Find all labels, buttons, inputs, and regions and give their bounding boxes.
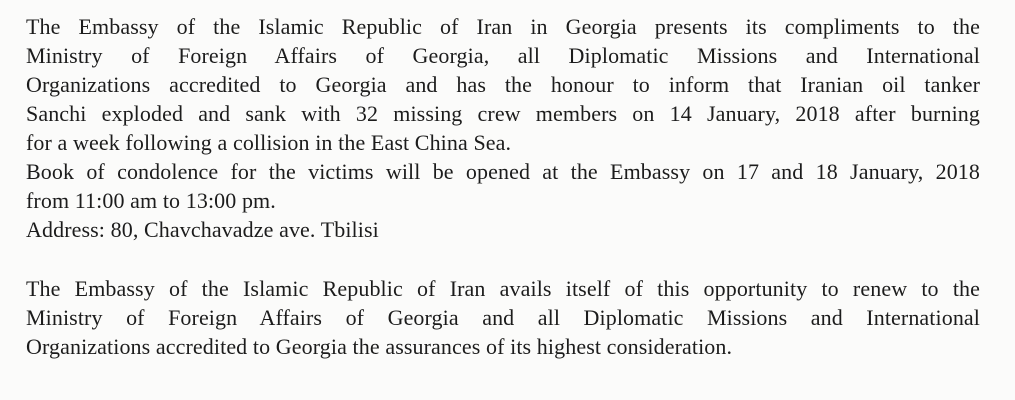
text-line: Ministry of Foreign Affairs of Georgia and all Diplomatic Missions and International — [26, 305, 980, 330]
paragraph-closing — [26, 274, 980, 361]
paragraph-address — [26, 215, 980, 244]
paragraph-condolence-book — [26, 157, 980, 215]
text-line: for a week following a collision in the East China Sea. — [26, 130, 512, 155]
text-line: Book of condolence for the victims will be opened at the Embassy on 17 and 18 January, 2018 — [26, 159, 980, 184]
text-line: Sanchi exploded and sank with 32 missing crew members on 14 January, 2018 after burning — [26, 101, 980, 126]
text-line: from 11:00 am to 13:00 pm. — [26, 188, 276, 213]
paragraph-announcement — [26, 12, 980, 157]
text-line: The Embassy of the Islamic Republic of Iran avails itself of this opportunity to renew to the — [26, 276, 980, 301]
text-line: The Embassy of the Islamic Republic of Iran in Georgia presents its compliments to the — [26, 14, 980, 39]
text-line: Ministry of Foreign Affairs of Georgia, all Diplomatic Missions and International — [26, 43, 980, 68]
text-line: Address: 80, Chavchavadze ave. Tbilisi — [26, 217, 379, 242]
text-line: Organizations accredited to Georgia and has the honour to inform that Iranian oil tanker — [26, 72, 980, 97]
paragraph-gap — [26, 244, 980, 274]
text-line: Organizations accredited to Georgia the assurances of its highest consideration. — [26, 334, 733, 359]
